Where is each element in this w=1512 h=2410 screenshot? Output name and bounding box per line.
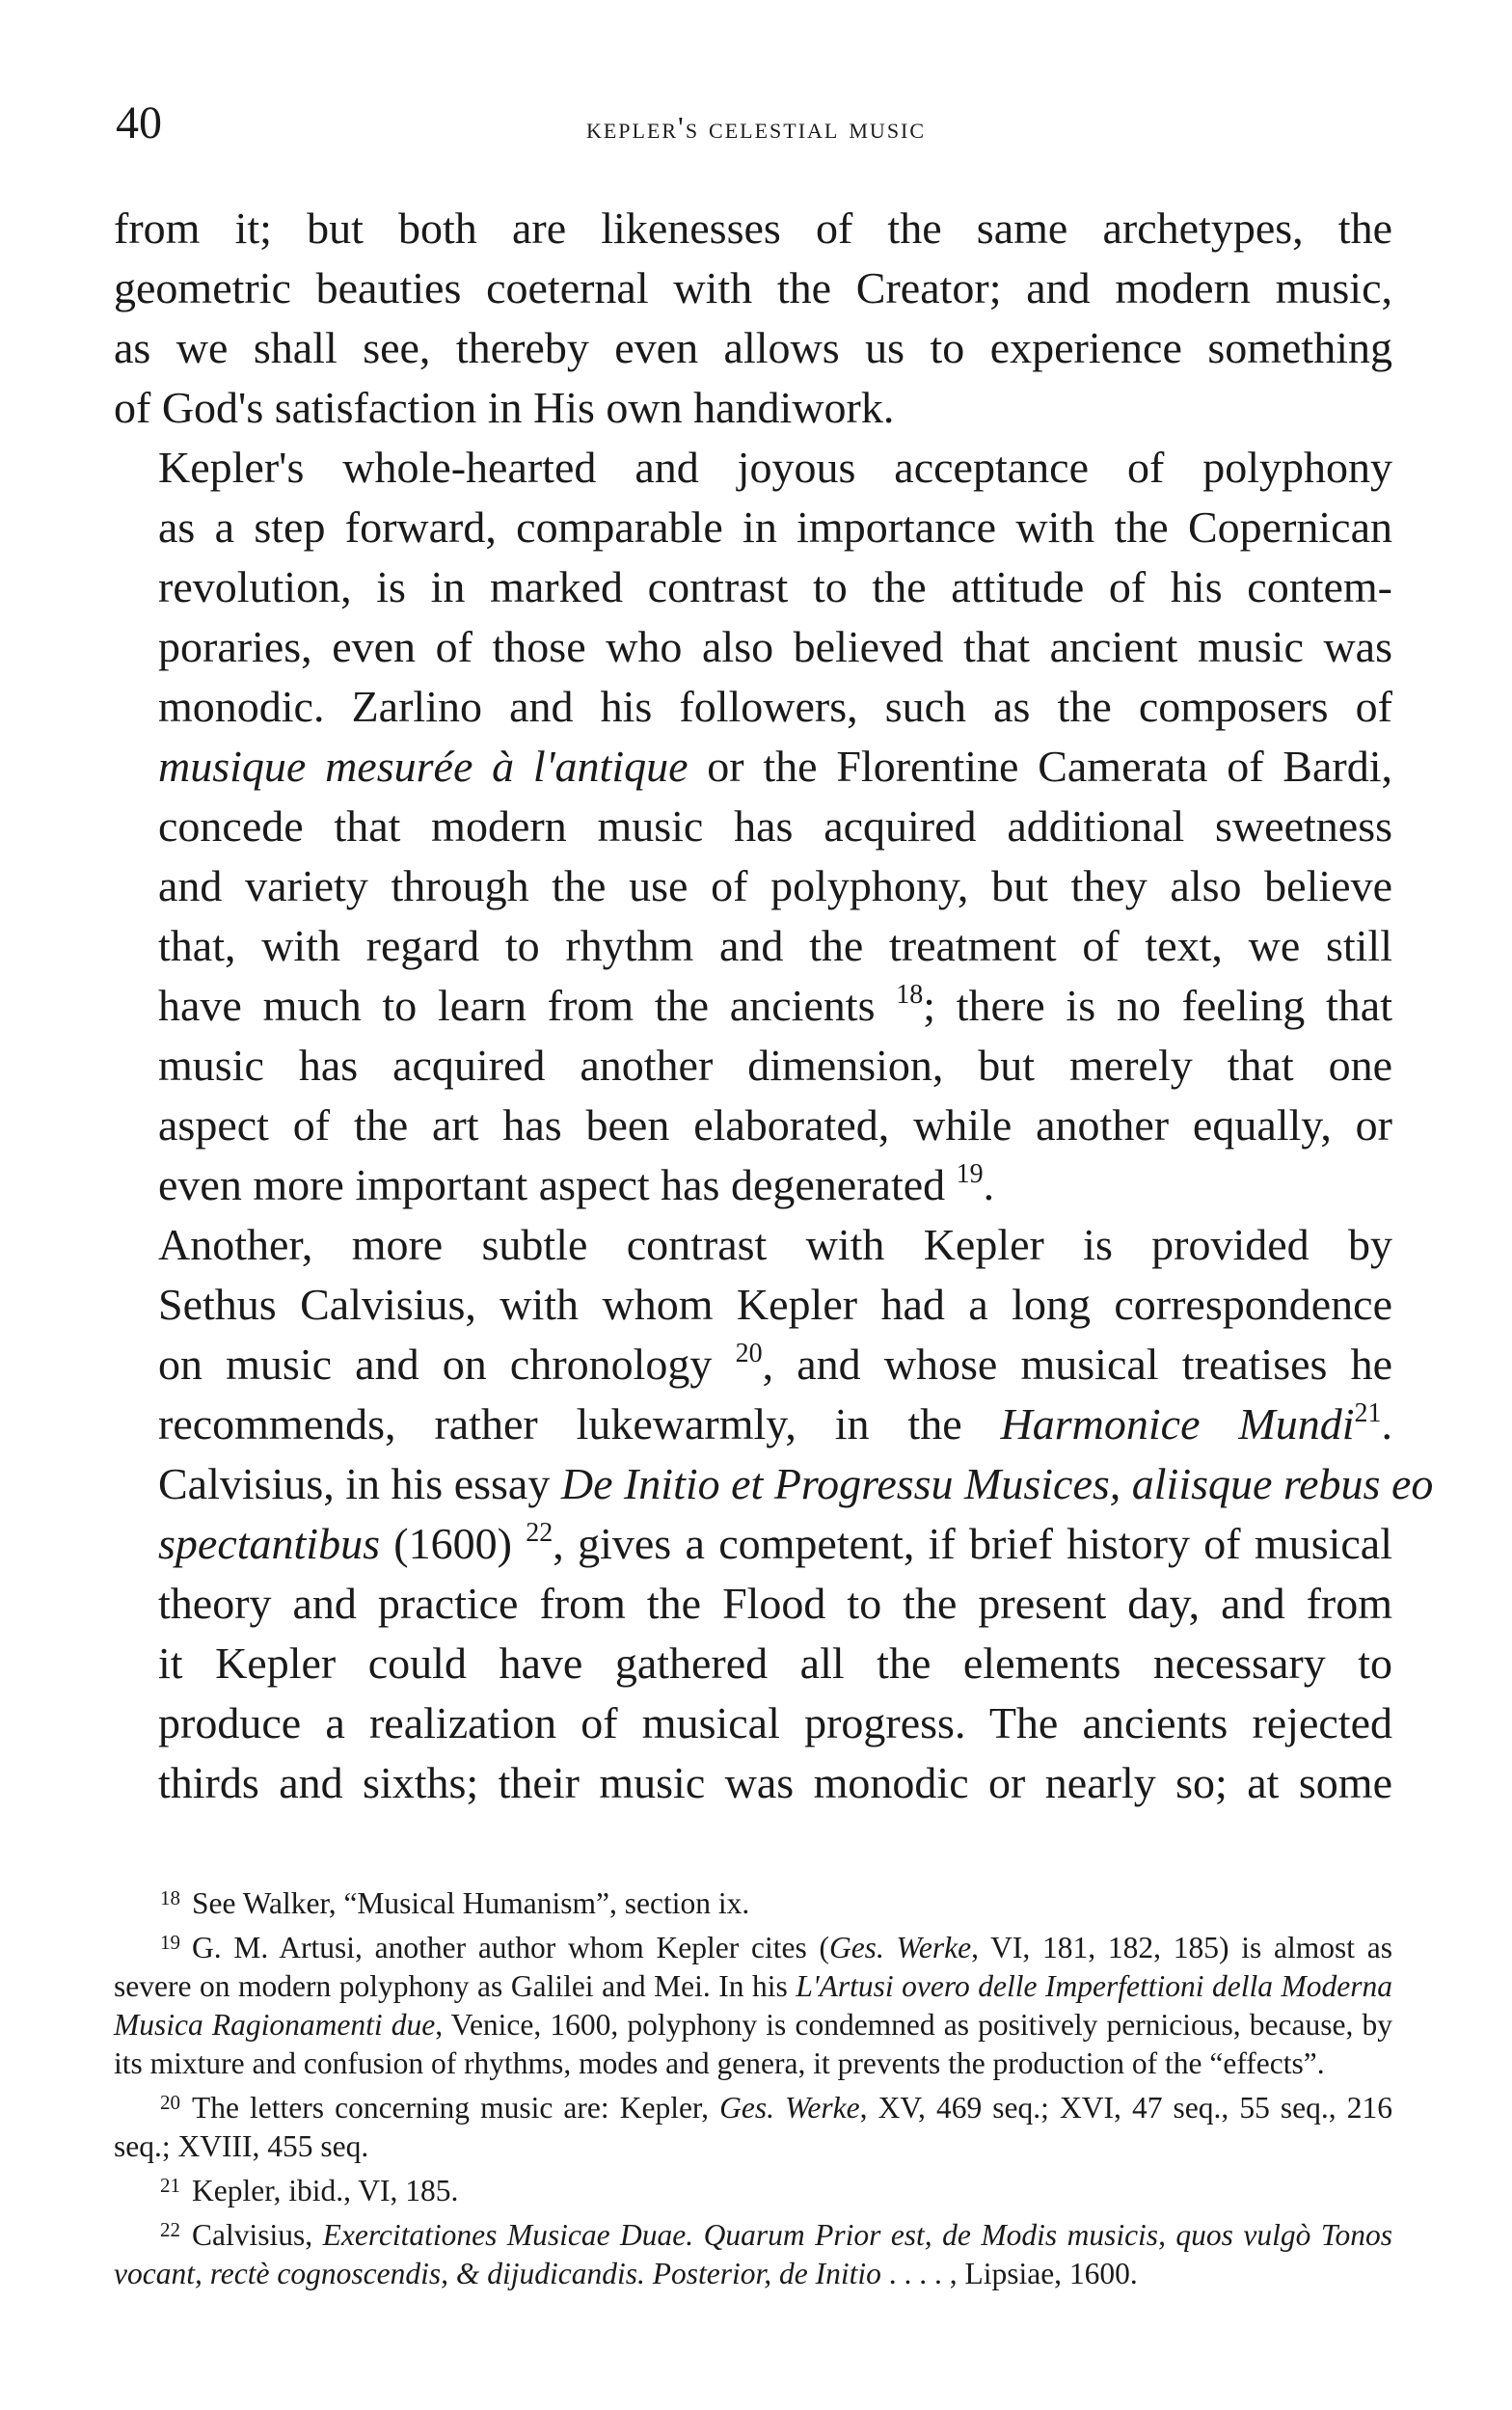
italic-title: De Initio et Progressu Musices, aliisque rebus eo <box>560 1459 1434 1508</box>
page-number: 40 <box>116 97 162 149</box>
text-segment: Calvisius, in his essay <box>158 1459 561 1508</box>
paragraph-1 <box>114 199 1392 438</box>
text-line: Another, more subtle contrast with Kepler is provided by <box>158 1220 1392 1269</box>
paragraph-2 <box>114 438 1392 1215</box>
paragraph-3 <box>114 1215 1434 1813</box>
footnote-number: 20 <box>160 2091 180 2114</box>
text-segment: . <box>1381 1399 1392 1449</box>
text-segment: recommends, rather lukewarmly, in the <box>158 1399 1001 1449</box>
footnote-number: 19 <box>160 1931 180 1954</box>
text-line: Kepler's whole-hearted and joyous acceptance of polyphony <box>158 443 1392 492</box>
footnote-ref-22[interactable]: 22 <box>526 1518 554 1548</box>
footnote-text: , VI, 181, 182, 185) is almost as severe on modern polyphony as Galilei and Mei. In his <box>114 1931 1392 2003</box>
text-line: that, with regard to rhythm and the treatment of text, we still <box>158 921 1392 970</box>
text-line: music has acquired another dimension, but merely that one <box>158 1041 1392 1090</box>
text-segment: ; there is no feeling that <box>923 981 1392 1030</box>
text-line <box>114 976 1392 1036</box>
footnote-19 <box>114 1923 1392 2083</box>
text-line: concede that modern music has acquired additional sweetness <box>158 801 1392 851</box>
italic-title: musique mesurée à l'antique <box>158 742 688 791</box>
text-line: as a step forward, comparable in importance with the Copernican <box>158 502 1392 552</box>
footnote-number: 18 <box>160 1886 180 1909</box>
footnote-20 <box>114 2083 1392 2166</box>
footnote-text: Calvisius, <box>192 2218 323 2252</box>
text-line: it Kepler could have gathered all the elements necessary to <box>158 1638 1392 1688</box>
text-segment: . <box>983 1160 995 1209</box>
text-line <box>114 737 1392 797</box>
body-text <box>114 199 1434 1813</box>
text-line <box>114 1155 1392 1215</box>
text-segment: have much to learn from the ancients <box>158 981 897 1030</box>
footnote-text: . . . . , Lipsiae, 1600. <box>880 2257 1138 2290</box>
footnote-text: G. M. Artusi, another author whom Kepler cites ( <box>192 1931 829 1964</box>
text-line: revolution, is in marked contrast to the attitude of his contem- <box>158 562 1392 611</box>
footnote-text: The letters concerning music are: Kepler, <box>192 2091 720 2125</box>
text-segment: on music and on chronology <box>158 1340 736 1389</box>
text-line: of God's satisfaction in His own handiwork. <box>114 383 895 432</box>
text-line: aspect of the art has been elaborated, while another equally, or <box>158 1100 1392 1150</box>
italic-title: Ges. Werke <box>828 1931 972 1964</box>
text-segment: or the Florentine Camerata of Bardi, <box>688 742 1392 791</box>
footnote-number: 22 <box>160 2218 180 2241</box>
footnote-number: 21 <box>160 2174 180 2197</box>
italic-title: Ges. Werke <box>719 2091 860 2125</box>
italic-title: spectantibus <box>158 1519 380 1568</box>
footnote-text: , Venice, 1600, polyphony is condemned as positively pernicious, because, by its mixture and confusion of rhythms, modes and genera, it prevents the production of the “effects”. <box>114 2008 1392 2080</box>
footnote-ref-20[interactable]: 20 <box>735 1339 763 1368</box>
italic-title: L'Artusi overo delle Imperfettioni della Moderna Musica Ragionamenti due <box>114 1969 1392 2042</box>
text-segment: (1600) <box>379 1519 526 1568</box>
text-line: as we shall see, thereby even allows us to experience something <box>114 323 1392 372</box>
text-line: from it; but both are likenesses of the same archetypes, the <box>114 203 1392 253</box>
footnote-text: See Walker, “Musical Humanism”, section ix. <box>192 1886 750 1920</box>
text-line <box>114 1454 1434 1514</box>
text-line: poraries, even of those who also believed that ancient music was <box>158 622 1392 671</box>
footnotes <box>114 1879 1392 2293</box>
text-line: produce a realization of musical progress. The ancients rejected <box>158 1698 1392 1747</box>
text-line: theory and practice from the Flood to the present day, and from <box>158 1579 1392 1628</box>
footnote-text: , XV, 469 seq.; XVI, 47 seq., 55 seq., 216 seq.; XVIII, 455 seq. <box>114 2091 1392 2163</box>
footnote-21 <box>114 2166 1392 2210</box>
running-head: kepler's celestial music <box>585 110 927 145</box>
text-line <box>114 1514 1392 1574</box>
text-line: thirds and sixths; their music was monodic or nearly so; at some <box>158 1758 1392 1807</box>
text-line <box>114 1335 1392 1395</box>
text-line: monodic. Zarlino and his followers, such as the composers of <box>158 682 1392 731</box>
text-line: Sethus Calvisius, with whom Kepler had a long correspondence <box>158 1280 1392 1329</box>
footnote-text: Kepler, ibid., VI, 185. <box>192 2174 459 2207</box>
italic-title: Exercitationes Musicae Duae. Quarum Prior est, de Modis musicis, quos vulgò Tonos vocant, rectè cognoscendis, & dijudicandis. Posterior, de Initio <box>114 2218 1392 2290</box>
footnote-ref-18[interactable]: 18 <box>896 980 924 1010</box>
footnote-ref-21[interactable]: 21 <box>1354 1398 1382 1428</box>
text-line: and variety through the use of polyphony, but they also believe <box>158 861 1392 910</box>
text-segment: even more important aspect has degenerated <box>158 1160 957 1209</box>
footnote-18 <box>114 1879 1392 1923</box>
footnote-ref-19[interactable]: 19 <box>956 1159 984 1189</box>
footnote-22 <box>114 2210 1392 2293</box>
text-segment: , and whose musical treatises he <box>762 1340 1392 1389</box>
text-line: geometric beauties coeternal with the Creator; and modern music, <box>114 263 1392 312</box>
text-line <box>114 1395 1392 1454</box>
text-segment: , gives a competent, if brief history of musical <box>553 1519 1393 1568</box>
italic-title: Harmonice Mundi <box>1000 1399 1355 1449</box>
